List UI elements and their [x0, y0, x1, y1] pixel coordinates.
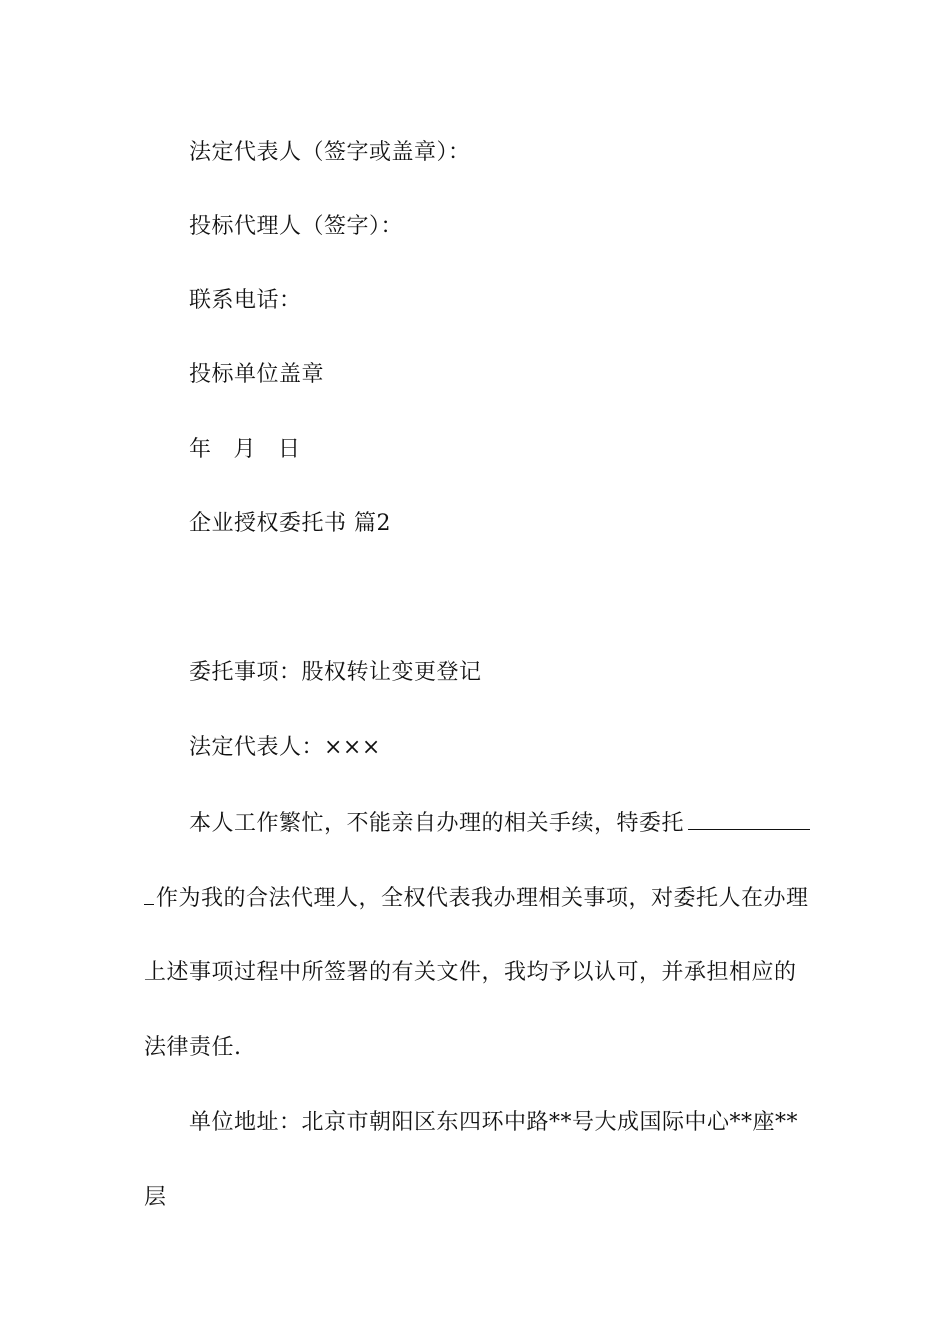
body-paragraph-line-2 [144, 884, 809, 913]
date-month: 月 [233, 437, 257, 462]
entrusted-matter-line: 委托事项：股权转让变更登记 [189, 660, 482, 685]
address-line-1: 单位地址：北京市朝阳区东四环中路**号大成国际中心**座** [189, 1110, 799, 1135]
agent-name-blank-continued [144, 884, 154, 905]
address-line-2: 层 [144, 1185, 167, 1210]
date-day: 日 [278, 437, 301, 462]
body-paragraph-line-4: 法律责任. [144, 1035, 242, 1060]
legal-representative-signature-line: 法定代表人（签字或盖章）： [189, 140, 471, 165]
body-text-1: 本人工作繁忙，不能亲自办理的相关手续，特委托 [189, 811, 685, 836]
section-title: 企业授权委托书 篇2 [189, 511, 391, 536]
date-year: 年 [189, 437, 212, 462]
date-line [189, 436, 301, 464]
contact-phone-line: 联系电话： [189, 288, 302, 313]
bidder-seal-line: 投标单位盖章 [189, 362, 325, 387]
legal-representative-line: 法定代表人：××× [189, 735, 381, 760]
agent-name-blank [688, 809, 810, 830]
body-paragraph-line-1 [189, 809, 810, 838]
body-paragraph-line-3: 上述事项过程中所签署的有关文件，我均予以认可，并承担相应的 [144, 960, 797, 985]
bid-agent-signature-line: 投标代理人（签字）： [189, 214, 404, 239]
body-text-2: 作为我的合法代理人，全权代表我办理相关事项，对委托人在办理 [156, 886, 809, 911]
